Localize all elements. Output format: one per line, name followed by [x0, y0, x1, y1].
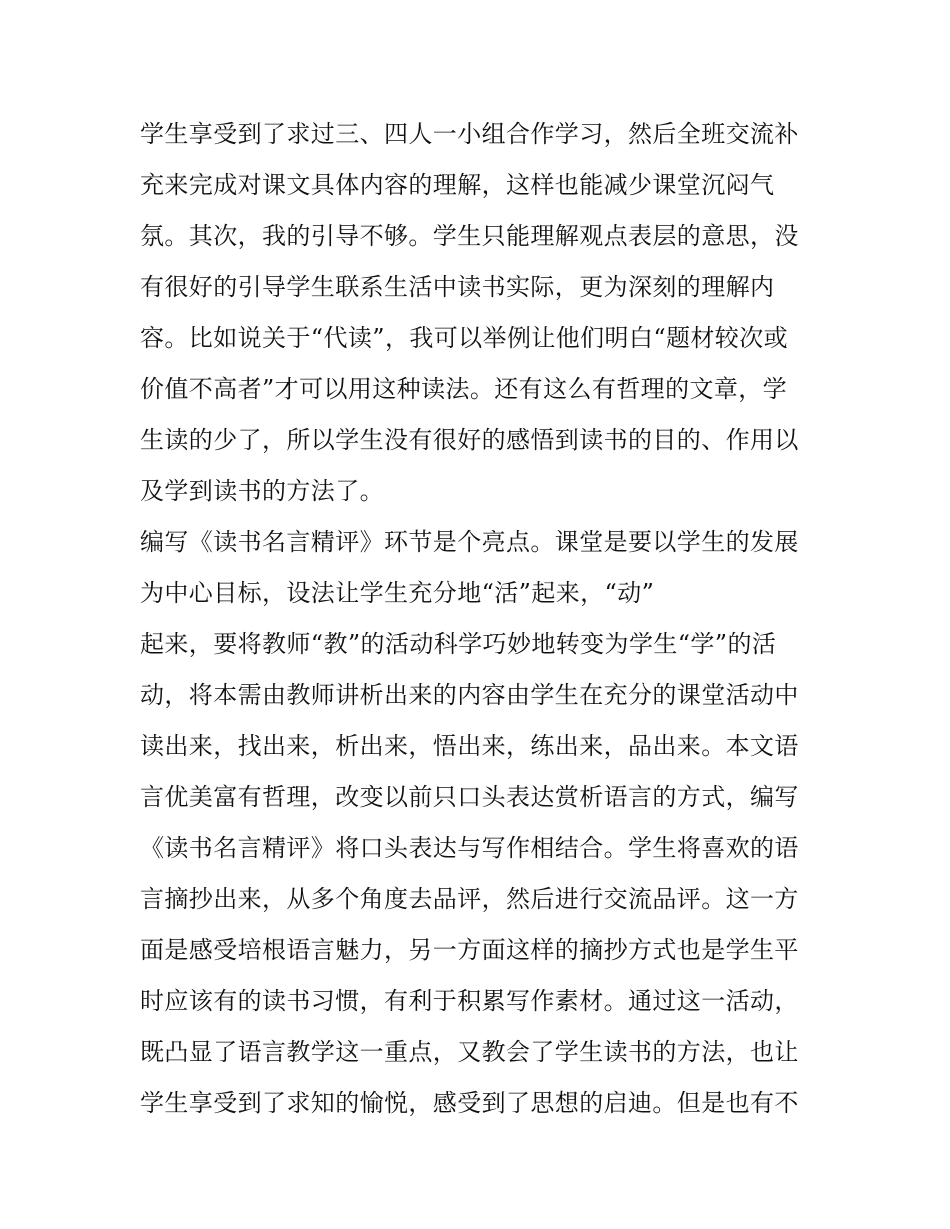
text-line: 学生享受到了求过三、四人一小组合作学习，然后全班交流补	[140, 120, 799, 148]
text-line: 学生享受到了求知的愉悦，感受到了思想的启迪。但是也有不	[140, 1089, 799, 1117]
text-line: 《读书名言精评》将口头表达与写作相结合。学生将喜欢的语	[140, 834, 799, 862]
text-line: 为中心目标，设法让学生充分地“活”起来，“动”	[140, 579, 655, 607]
text-line: 编写《读书名言精评》环节是个亮点。课堂是要以学生的发展	[140, 528, 799, 556]
text-line: 及学到读书的方法了。	[140, 477, 384, 505]
text-line: 起来，要将教师“教”的活动科学巧妙地转变为学生“学”的活	[140, 630, 777, 658]
text-line: 动，将本需由教师讲析出来的内容由学生在充分的课堂活动中	[140, 681, 799, 709]
text-line: 生读的少了，所以学生没有很好的感悟到读书的目的、作用以	[140, 426, 799, 454]
text-line: 时应该有的读书习惯，有利于积累写作素材。通过这一活动，	[140, 987, 799, 1015]
text-line: 既凸显了语言教学这一重点，又教会了学生读书的方法，也让	[140, 1038, 799, 1066]
text-line: 有很好的引导学生联系生活中读书实际，更为深刻的理解内	[140, 273, 775, 301]
text-line: 价值不高者”才可以用这种读法。还有这么有哲理的文章，学	[140, 375, 788, 403]
text-line: 充来完成对课文具体内容的理解，这样也能减少课堂沉闷气	[140, 171, 775, 199]
text-line: 言优美富有哲理，改变以前只口头表达赏析语言的方式，编写	[140, 783, 799, 811]
text-line: 面是感受培根语言魅力，另一方面这样的摘抄方式也是学生平	[140, 936, 799, 964]
text-line: 氛。其次，我的引导不够。学生只能理解观点表层的意思，没	[140, 222, 799, 250]
text-line: 容。比如说关于“代读”，我可以举例让他们明白“题材较次或	[140, 324, 789, 352]
text-line: 言摘抄出来，从多个角度去品评，然后进行交流品评。这一方	[140, 885, 799, 913]
body-text	[140, 109, 820, 1129]
text-line: 读出来，找出来，析出来，悟出来，练出来，品出来。本文语	[140, 732, 799, 760]
